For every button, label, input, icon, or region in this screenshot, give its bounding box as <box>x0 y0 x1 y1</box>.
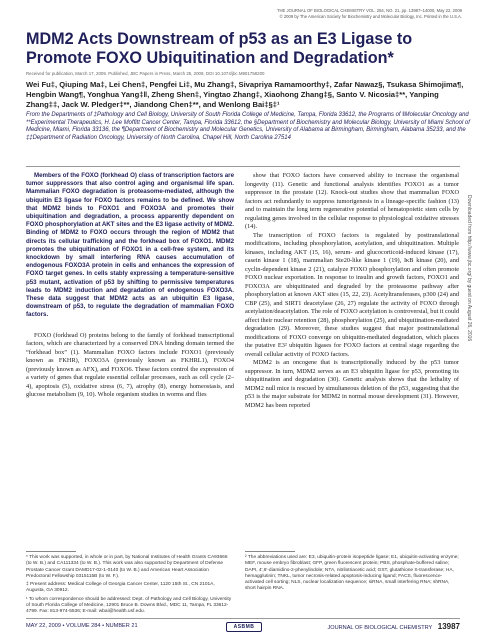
footer-issue: MAY 22, 2009 • VOLUME 284 • NUMBER 21 <box>26 623 138 629</box>
journal-header-line1: THE JOURNAL OF BIOLOGICAL CHEMISTRY VOL. 284, NO. 21, pp. 13987–14000, May 22, 2009 <box>276 8 462 13</box>
right-column <box>245 172 459 410</box>
footnote-funding: * This work was supported, in whole or in part, by National Institutes of Health Grants CA93666 (to W. B.) and CA111334 (to W. B.). This work was also supported by Department of Defense Prostate Cancer Grant DAMD17-02-1-0140 (to W. B.) and American Heart Association Predoctoral Fellowship 0315115B (to W. F.). <box>26 555 228 579</box>
page-footer <box>26 618 460 633</box>
journal-header <box>202 8 462 19</box>
asbmb-logo: ASBMB <box>226 622 262 632</box>
footnote-divider <box>26 551 76 552</box>
author-list: Wei Fu‡, Qiuping Ma‡, Lei Chen‡, Pengfei Li‡, Mu Zhang‡, Sivapriya Ramamoorthy‡, Zafar Nawaz§, Tsukasa Shimojima¶, Hengbin Wang¶, Yonghua Yang‡‖, Zheng Shen‡, Yingtao Zhang‡, Xiaohong Zhang‡§, Santo V. Nicosia‡**, Yanping Zhang‡‡, Jack W. Pledger‡**, Jiandong Chen‡**, and Wenlong Bai‡§‡¹ <box>26 80 464 109</box>
left-body-paragraph: FOXO (forkhead O) proteins belong to the family of forkhead transcriptional factors, which are characterized by a conserved DNA binding domain termed the “forkhead box” (1). Mammalian FOXO factors include FOXO1 (previously known as FKHR), FOXO3A (previously known as FKHRL1), FOXO4 (previously known as AFX), and FOXO6. These factors control the expression of a variety of genes that regulate essential cellular processes, such as cell cycle (2–4), apoptosis (5), oxidative stress (6, 7), atrophy (8), energy homeostasis, and glucose metabolism (9, 10). Whole organism studies in worms and flies <box>26 331 234 399</box>
footer-journal-name: JOURNAL OF BIOLOGICAL CHEMISTRY <box>327 625 433 631</box>
page-number: 13987 <box>437 622 460 631</box>
header-divider <box>26 166 460 167</box>
download-side-note-text[interactable]: Downloaded from http://www.jbc.org/ by guest on August 26, 2016 <box>466 195 472 342</box>
received-line: Received for publication, March 17, 2009. Published, JBC Papers in Press, March 25, 2009, DOI 10.1074/jbc.M901758200 <box>26 71 265 76</box>
right-body-paragraph-1: show that FOXO factors have conserved ability to increase the organismal longevity (11). Genetic and functional analysis identifies FOXO1 as a tumor suppressor in the prostate (12). Knock-out studies show that mammalian FOXO factors act redundantly to suppress tumorigenesis in a lineage-specific fashion (13) and to maintain the long term regenerative potential of hematopoietic stem cells by regulating genes involved in the cellular response to physiological oxidative stresses (14). <box>245 172 459 230</box>
affiliations: From the Departments of ‡Pathology and Cell Biology, University of South Florida College of Medicine, Tampa, Florida 33612, the Programs of ‖Molecular Oncology and **Experimental Therapeutics, H. Lee Moffitt Cancer Center, Tampa, Florida 33612, the §Department of Biochemistry and Molecular Biology, University of Miami School of Medicine, Miami, Florida 33136, the ¶Department of Biochemistry and Molecular Genetics, University of Alabama at Birmingham, Birmingham, Alabama 35233, and the ‡‡Department of Radiation Oncology, University of North Carolina, Chapel Hill, North Carolina 27514 <box>26 112 470 142</box>
footer-journal <box>327 622 460 631</box>
download-side-note <box>467 195 477 455</box>
abstract: Members of the FOXO (forkhead O) class of transcription factors are tumor suppressors that also control aging and organismal life span. Mammalian FOXO degradation is proteasome-mediated, although the ubiquitin E3 ligase for FOXO factors remains to be defined. We show that MDM2 binds to FOXO1 and FOXO3A and promotes their ubiquitination and degradation, a process apparently dependent on FOXO phosphorylation at AKT sites and the E3 ligase activity of MDM2. Binding of MDM2 to FOXO occurs through the region of MDM2 that directs its cellular trafficking and the forkhead box of FOXO1. MDM2 promotes the ubiquitination of FOXO1 in a cell-free system, and its knockdown by small interfering RNA causes accumulation of endogenous FOXO3A protein in cells and enhances the expression of FOXO target genes. In cells stably expressing a temperature-sensitive p53 mutant, activation of p53 by shifting to permissive temperatures leads to MDM2 induction and degradation of endogenous FOXO3A. These data suggest that MDM2 acts as an ubiquitin E3 ligase, downstream of p53, to regulate the degradation of mammalian FOXO factors. <box>26 172 234 319</box>
abbreviations-divider <box>245 551 295 552</box>
left-column <box>26 172 234 400</box>
right-body-paragraph-3: MDM2 is an oncogene that is transcriptionally induced by the p53 tumor suppressor. In turn, MDM2 serves as an E3 ubiquitin ligase for p53, promoting its ubiquitination and degradation (30). Genetic analysis shows that the lethality of MDM2 null mice is rescued by simultaneous deletion of the p53, suggesting that the p53 is the major substrate for MDM2 in normal mouse development (31). However, MDM2 has been reported <box>245 359 459 409</box>
footnote-correspondence: ¹ To whom correspondence should be addressed: Dept. of Pathology and Cell Biology, University of South Florida College of Medicine, 12901 Bruce B. Downs Blvd., MDC 11, Tampa, FL 33612-4799. Fax: 813-974-5536; E-mail: wbai@health.usf.edu. <box>26 596 232 615</box>
footnotes <box>26 551 234 618</box>
abbreviations-text: ² The abbreviations used are: E3, ubiquitin-protein isopeptide ligase; E1, ubiquitin-activating enzyme; MEF, mouse embryo fibroblast; GFP, green fluorescent protein; PBS, phosphate-buffered saline; DAPI, 4′,6′-diamidino-2-phenylindole; NTA, nitrilotriacetic acid; GST, glutathione S-transferase; HA, hemagglutinin; TNKL, tumor necrosis-related apoptosis-inducing ligand; FACS, fluorescence-activated cell sorting; NLS, nuclear localization sequence; siRNA, small interfering RNA; shRNA, short hairpin RNA. <box>245 555 459 592</box>
right-body-paragraph-2: The transcription of FOXO factors is regulated by posttranslational modifications, including phosphorylation, acetylation, and ubiquitination. Multiple kinases, including AKT (15, 16), serum- and glucocorticoid-induced kinase (17), casein kinase 1 (18), mammalian Ste20-like kinase 1 (19), IκB kinase (20), and cyclin-dependent kinase 2 (21), catalyze FOXO phosphorylation and often promote FOXO nuclear exportation. In response to insulin and growth factors, FOXO1 and FOXO3A are ubiquitinated and degraded by the proteasome pathway after phosphorylation at known AKT sites (15, 22, 23). Acetyltransferases, p300 (24) and CBP (25), and SIRT1 deacetylase (26, 27) regulate the activity of FOXO through acetylation/deacetylation. The role of FOXO acetylation is controversial, but it could affect their nuclear retention (28), phosphorylation (25), and ubiquitination-mediated degradation (29). Moreover, these studies suggest that major posttranslational modifications of FOXO converge on ubiquitin-mediated degradation, which places the putative E3² ubiquitin ligases for FOXO factors at central stage regarding the overall cellular activity of FOXO factors. <box>245 231 459 358</box>
abbreviations-footnote <box>245 551 459 593</box>
article-title: MDM2 Acts Downstream of p53 as an E3 Ligase to Promote FOXO Ubiquitination and Degradation* <box>26 30 413 67</box>
footnote-address: ‡ Present address: Medical College of Georgia Cancer Center, 1120 15th St., CN 2101A, Augusta, GA 30912. <box>26 582 215 594</box>
journal-header-line2: © 2009 by The American Society for Biochemistry and Molecular Biology, Inc. Printed in the U.S.A. <box>279 13 462 19</box>
